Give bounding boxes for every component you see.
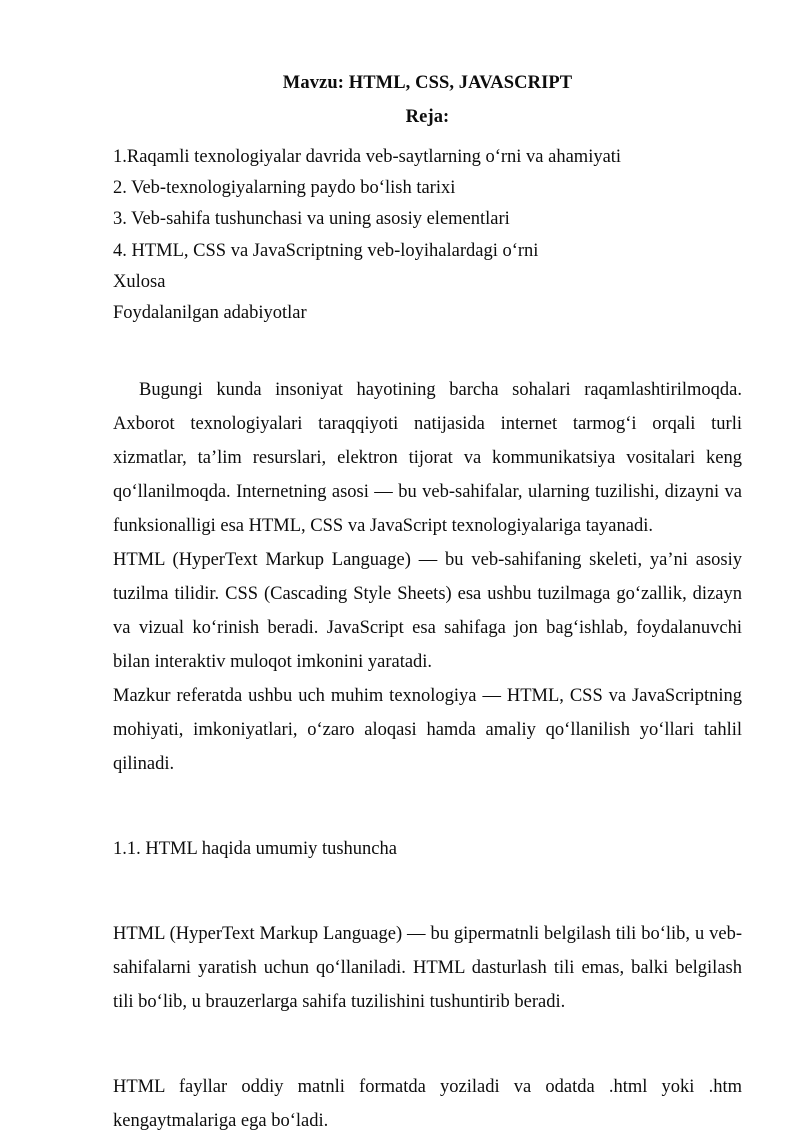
page-title: Mavzu: HTML, CSS, JAVASCRIPT bbox=[282, 73, 573, 93]
plan-item: 4. HTML, CSS va JavaScriptning veb-loyihalardagi oʻrni bbox=[113, 240, 539, 261]
plan-item: Xulosa bbox=[113, 271, 166, 292]
spacer bbox=[113, 1053, 742, 1070]
section-1-1-paragraph-1: HTML (HyperText Markup Language) — bu gipermatnli belgilash tili boʻlib, u veb-sahifalarni yaratish uchun qoʻllaniladi. HTML dasturlash tili emas, balki belgilash tili boʻlib, u brauzerlarga sahifa tuzilishini tushuntirib beradi. bbox=[113, 924, 742, 1013]
intro-paragraph-1: Bugungi kunda insoniyat hayotining barcha sohalari raqamlashtirilmoqda. Axborot texnologiyalari taraqqiyoti natijasida internet tarmogʻi orqali turli xizmatlar, ta’lim resurslari, elektron tijorat va kommunikatsiya vositalari keng qoʻllanilmoqda. Internetning asosi — bu veb-sahifalar, ularning tuzilishi, dizayni va funksionalligi esa HTML, CSS va JavaScript texnologiyalariga tayanadi. bbox=[113, 380, 742, 537]
plan-item: Foydalanilgan adabiyotlar bbox=[113, 303, 307, 324]
intro-section bbox=[113, 373, 742, 781]
section-heading-1-1: 1.1. HTML haqida umumiy tushuncha bbox=[113, 839, 397, 860]
plan-item: 3. Veb-sahifa tushunchasi va uning asosiy elementlari bbox=[113, 209, 510, 230]
spacer bbox=[113, 815, 742, 832]
plan-item: 1.Raqamli texnologiyalar davrida veb-saytlarning oʻrni va ahamiyati bbox=[113, 147, 622, 167]
spacer bbox=[113, 781, 742, 815]
section-1-1-paragraph-2: HTML fayllar oddiy matnli formatda yoziladi va odatda .html yoki .htm kengaytmalariga ega boʻladi. bbox=[113, 1077, 742, 1131]
intro-paragraph-2: HTML (HyperText Markup Language) — bu veb-sahifaning skeleti, ya’ni asosiy tuzilma tilidir. CSS (Cascading Style Sheets) esa ushbu tuzilmaga goʻzallik, dizayn va vizual koʻrinish beradi. JavaScript esa sahifaga jon bagʻishlab, foydalanuvchi bilan interaktiv muloqot imkonini yaratadi. bbox=[113, 550, 742, 673]
plan-heading: Reja: bbox=[405, 107, 450, 127]
plan-list bbox=[113, 142, 742, 329]
plan-item: 2. Veb-texnologiyalarning paydo boʻlish tarixi bbox=[113, 178, 456, 199]
document-content bbox=[113, 68, 742, 1131]
spacer bbox=[113, 866, 742, 900]
intro-paragraph-3: Mazkur referatda ushbu uch muhim texnologiya — HTML, CSS va JavaScriptning mohiyati, imkoniyatlari, oʻzaro aloqasi hamda amaliy qoʻllanilish yoʻllari tahlil qilinadi. bbox=[113, 686, 742, 775]
spacer bbox=[113, 900, 742, 917]
spacer bbox=[113, 1019, 742, 1053]
